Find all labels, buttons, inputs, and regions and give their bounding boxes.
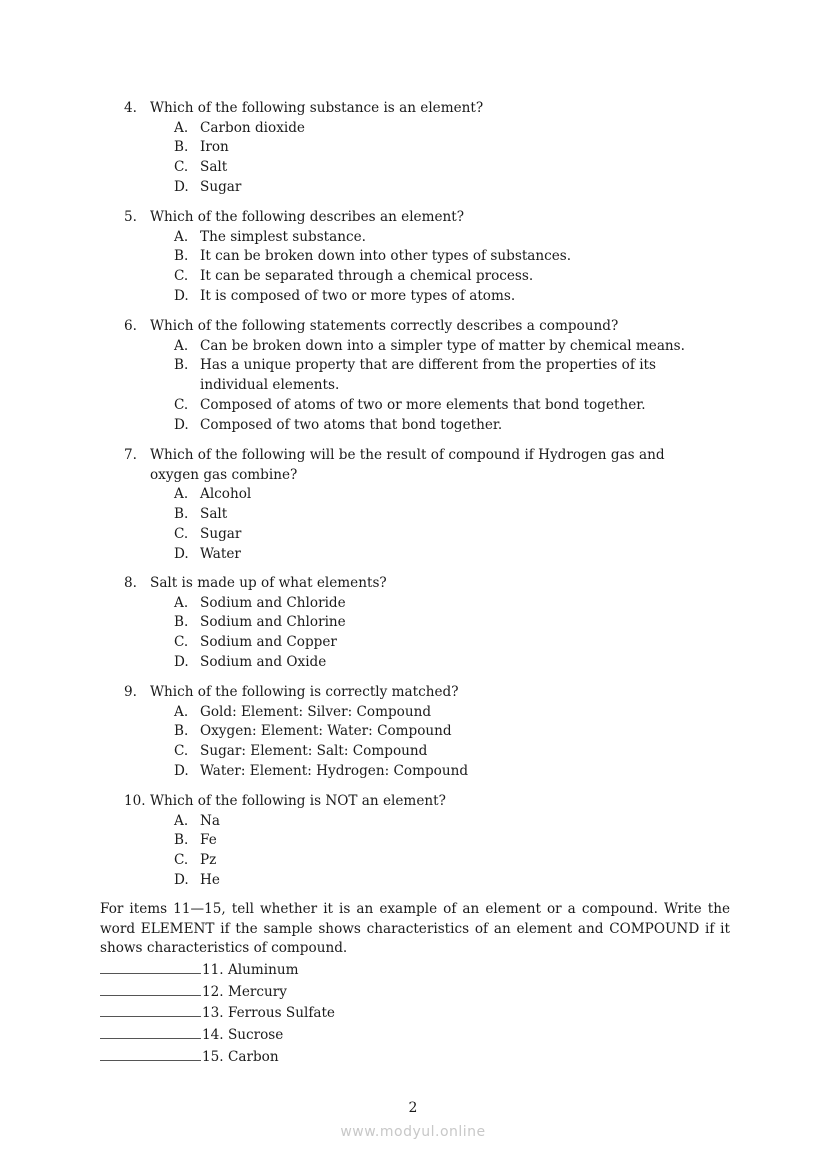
option-d: D. He	[174, 871, 220, 888]
question-8	[124, 574, 724, 673]
option-b: B. Has a unique property that are different from the properties of its individual elements.	[174, 357, 656, 394]
fill-item-13	[100, 1002, 335, 1024]
fill-item-label: 14. Sucrose	[202, 1027, 284, 1044]
fill-in-list	[100, 959, 335, 1068]
fill-item-label: 13. Ferrous Sulfate	[202, 1005, 335, 1022]
option-a: A. Na	[174, 812, 220, 829]
option-a: A. Sodium and Chloride	[174, 594, 346, 611]
option-c: C. Composed of atoms of two or more elements that bond together.	[174, 396, 646, 413]
option-d: D. Composed of two atoms that bond together.	[174, 416, 503, 433]
question-7	[124, 446, 724, 564]
question-text: Which of the following describes an element?	[150, 209, 465, 225]
fill-item-12	[100, 981, 335, 1003]
question-number: 9.	[124, 684, 137, 700]
option-a: A. The simplest substance.	[174, 228, 366, 245]
section-instructions: For items 11—15, tell whether it is an example of an element or a compound. Write the word ELEMENT if the sample shows characteristics of an element and COMPOUND if it shows characteristics of compound.	[100, 901, 730, 957]
option-c: C. Sodium and Copper	[174, 634, 337, 651]
option-b: B. Salt	[174, 506, 228, 523]
question-4	[124, 99, 724, 198]
option-b: B. Iron	[174, 139, 229, 156]
option-b: B. Oxygen: Element: Water: Compound	[174, 723, 452, 740]
question-text: Which of the following is correctly matched?	[150, 684, 459, 700]
question-6	[124, 317, 724, 435]
question-number: 4.	[124, 100, 137, 116]
answer-blank[interactable]	[100, 1002, 201, 1017]
fill-item-label: 15. Carbon	[202, 1048, 279, 1065]
option-a: A. Can be broken down into a simpler type of matter by chemical means.	[174, 337, 685, 354]
option-b: B. Sodium and Chlorine	[174, 614, 346, 631]
option-d: D. Water	[174, 545, 241, 562]
fill-item-14	[100, 1024, 335, 1046]
option-b: B. Fe	[174, 832, 217, 849]
option-d: D. It is composed of two or more types of atoms.	[174, 287, 516, 304]
option-c: C. It can be separated through a chemical process.	[174, 268, 534, 285]
fill-item-11	[100, 959, 335, 981]
answer-blank[interactable]	[100, 959, 201, 974]
question-number: 6.	[124, 318, 137, 334]
option-c: C. Sugar	[174, 525, 242, 542]
question-text: Which of the following is NOT an element?	[150, 793, 446, 809]
option-c: C. Sugar: Element: Salt: Compound	[174, 743, 428, 760]
question-text: Which of the following substance is an element?	[150, 100, 484, 116]
question-5	[124, 208, 724, 307]
question-number: 10.	[124, 793, 146, 809]
fill-item-label: 11. Aluminum	[202, 962, 299, 978]
answer-blank[interactable]	[100, 981, 201, 996]
option-c: C. Pz	[174, 852, 217, 869]
fill-item-label: 12. Mercury	[202, 983, 287, 1000]
question-number: 7.	[124, 447, 137, 463]
fill-item-15	[100, 1046, 335, 1068]
option-b: B. It can be broken down into other types of substances.	[174, 248, 572, 265]
option-a: A. Alcohol	[174, 486, 252, 503]
question-9	[124, 683, 724, 782]
question-text: Which of the following statements correctly describes a compound?	[150, 318, 619, 334]
watermark: www.modyul.online	[340, 1124, 486, 1140]
option-d: D. Water: Element: Hydrogen: Compound	[174, 762, 469, 779]
question-number: 8.	[124, 575, 137, 591]
page-number: 2	[408, 1100, 418, 1116]
answer-blank[interactable]	[100, 1046, 201, 1061]
option-d: D. Sodium and Oxide	[174, 653, 327, 670]
option-a: A. Gold: Element: Silver: Compound	[174, 703, 432, 720]
question-text: Which of the following will be the result of compound if Hydrogen gas and oxygen gas combine?	[150, 447, 665, 483]
answer-blank[interactable]	[100, 1024, 201, 1039]
question-number: 5.	[124, 209, 137, 225]
option-d: D. Sugar	[174, 178, 242, 195]
option-a: A. Carbon dioxide	[174, 119, 305, 136]
question-10	[124, 792, 724, 891]
option-c: C. Salt	[174, 159, 228, 176]
question-text: Salt is made up of what elements?	[150, 575, 387, 591]
